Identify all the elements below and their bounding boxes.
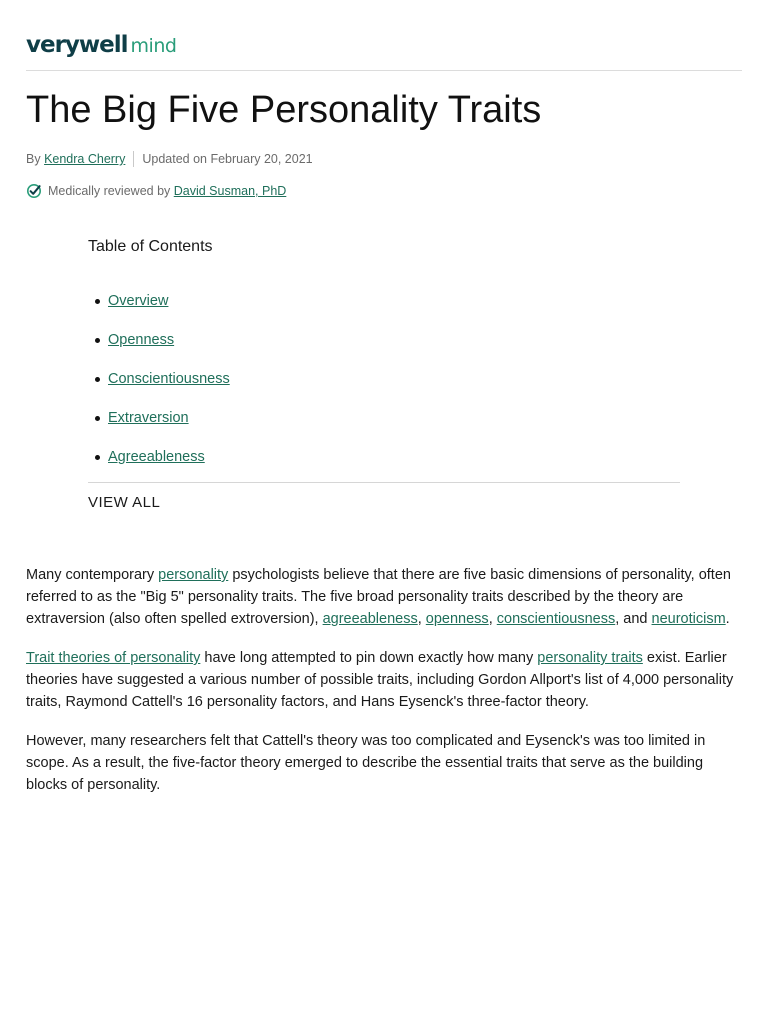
toc-link-agreeableness[interactable]: Agreeableness	[108, 449, 205, 465]
paragraph-intro	[26, 564, 742, 630]
paragraph-trait-theories	[26, 647, 742, 713]
article-body	[26, 564, 742, 813]
updated-date: Updated on February 20, 2021	[142, 152, 313, 166]
toc-item-extraversion	[108, 407, 230, 446]
link-trait-theories[interactable]: Trait theories of personality	[26, 650, 201, 666]
toc-link-overview[interactable]: Overview	[108, 293, 169, 309]
text: , and	[615, 611, 652, 627]
toc-item-openness	[108, 329, 230, 368]
text: exist. Earlier theories have suggested a various number of possible traits, including Gordon Allport's list of 4,000 personality traits, Raymond Cattell's 16 personality factors, and Hans Eysenck's three-factor theory.	[26, 650, 734, 710]
toc-link-conscientiousness[interactable]: Conscientiousness	[108, 371, 230, 387]
toc-link-openness[interactable]: Openness	[108, 332, 175, 348]
toc-item-overview	[108, 290, 230, 329]
bullet-icon	[95, 416, 100, 421]
link-neuroticism[interactable]: neuroticism	[651, 611, 726, 627]
toc-item-conscientiousness	[108, 368, 230, 407]
reviewer-link[interactable]: David Susman, PhD	[173, 184, 287, 198]
text: ,	[417, 611, 426, 627]
bullet-icon	[95, 299, 100, 304]
paragraph-five-factor: However, many researchers felt that Cattell's theory was too complicated and Eysenck's was too limited in scope. As a result, the five-factor theory emerged to describe the essential traits that serve as the building blocks of personality.	[26, 733, 706, 793]
link-openness[interactable]: openness	[425, 611, 489, 627]
author-link[interactable]: Kendra Cherry	[44, 152, 126, 166]
link-agreeableness[interactable]: agreeableness	[322, 611, 418, 627]
review-prefix: Medically reviewed by	[48, 184, 174, 198]
bullet-icon	[95, 377, 100, 382]
bullet-icon	[95, 455, 100, 460]
site-logo[interactable]	[26, 32, 176, 58]
text: psychologists believe that there are five basic dimensions of personality, often referred to as the "Big 5" personality traits. The five broad personality traits described by the theory are extraversion (also often spelled extroversion),	[26, 567, 731, 627]
table-of-contents	[88, 236, 680, 511]
check-badge-icon	[26, 183, 42, 199]
site-header	[26, 30, 742, 71]
byline	[26, 151, 313, 167]
toc-divider	[88, 482, 680, 483]
toc-link-extraversion[interactable]: Extraversion	[108, 410, 189, 426]
text: Many contemporary	[26, 567, 159, 583]
byline-prefix: By	[26, 152, 45, 166]
link-conscientiousness[interactable]: conscientiousness	[496, 611, 616, 627]
logo-subbrand: mind	[130, 35, 177, 57]
logo-wordmark: verywell	[26, 32, 128, 58]
toc-list	[108, 290, 230, 485]
toc-item-agreeableness	[108, 446, 230, 485]
toc-title: Table of Contents	[88, 238, 213, 255]
view-all-button[interactable]: VIEW ALL	[88, 494, 161, 511]
page-title: The Big Five Personality Traits	[26, 89, 542, 131]
byline-divider	[133, 151, 134, 167]
medical-review	[26, 183, 286, 199]
link-personality[interactable]: personality	[158, 567, 229, 583]
link-personality-traits[interactable]: personality traits	[537, 650, 643, 666]
bullet-icon	[95, 338, 100, 343]
text: have long attempted to pin down exactly how many	[200, 650, 538, 666]
text: ,	[488, 611, 497, 627]
text: .	[725, 611, 730, 627]
